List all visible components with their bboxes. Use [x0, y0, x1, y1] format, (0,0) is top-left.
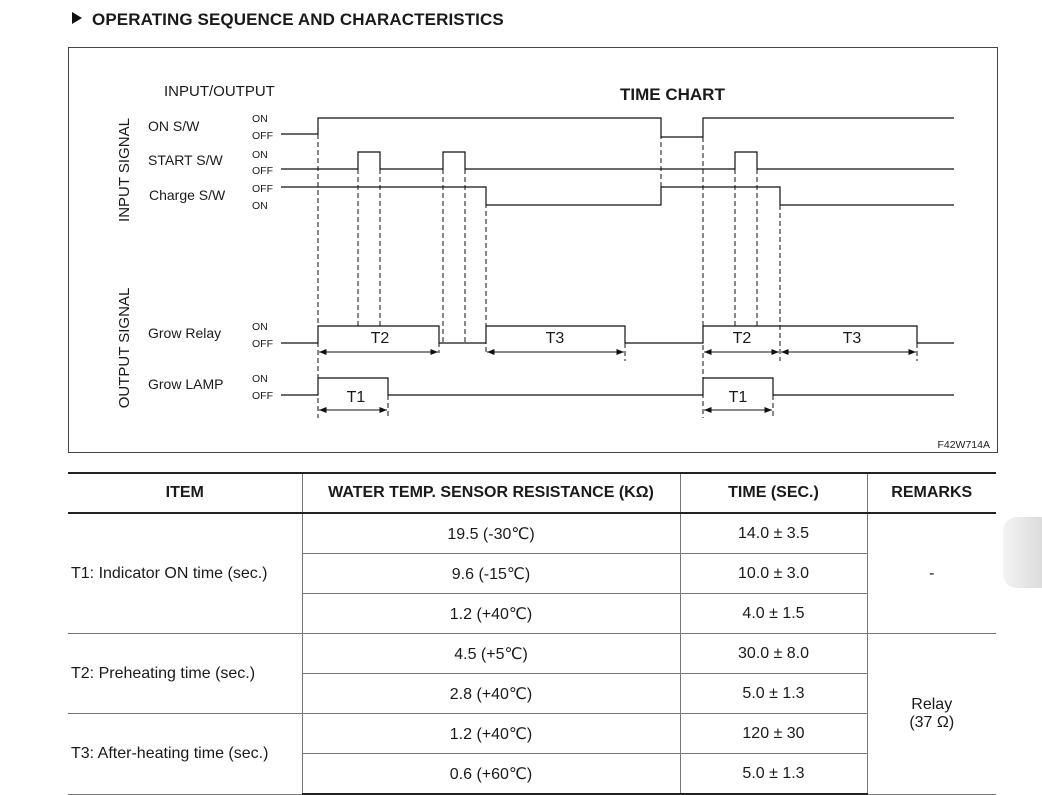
time-cell: 10.0 ± 3.0	[680, 554, 867, 594]
header-item: ITEM	[68, 473, 302, 513]
time-chart	[69, 48, 999, 454]
chart-title: TIME CHART	[620, 85, 725, 104]
resistance-cell: 0.6 (+60℃)	[302, 754, 680, 795]
level-upper-grow-relay: ON	[252, 321, 268, 333]
level-lower-on-sw: OFF	[252, 130, 273, 142]
signal-name-start-sw: START S/W	[148, 152, 223, 168]
waveform-charge-sw	[281, 187, 954, 205]
time-cell: 30.0 ± 8.0	[680, 634, 867, 674]
section-heading-text: OPERATING SEQUENCE AND CHARACTERISTICS	[92, 10, 504, 29]
level-lower-grow-lamp: OFF	[252, 390, 273, 402]
io-header: INPUT/OUTPUT	[164, 83, 275, 100]
header-time: TIME (SEC.)	[680, 473, 867, 513]
time-cell: 120 ± 30	[680, 714, 867, 754]
remarks-relay-line2: (37 Ω)	[909, 713, 955, 731]
characteristics-table	[68, 472, 996, 795]
table-header-row	[68, 473, 996, 513]
group-label-output: OUTPUT SIGNAL	[116, 287, 133, 409]
resistance-cell: 2.8 (+40℃)	[302, 674, 680, 714]
level-lower-start-sw: OFF	[252, 165, 273, 177]
page-tab-edge	[1003, 517, 1042, 588]
interval-label-t3-first: T3	[545, 330, 565, 347]
item-cell-t3: T3: After-heating time (sec.)	[68, 714, 302, 795]
table-row	[68, 714, 996, 754]
level-upper-charge-sw: OFF	[252, 183, 273, 195]
interval-label-t2-first: T2	[370, 330, 390, 347]
resistance-cell: 1.2 (+40℃)	[302, 594, 680, 634]
time-chart-panel	[68, 47, 998, 453]
remarks-cell-relay	[867, 634, 996, 795]
waveform-grow-lamp	[281, 378, 954, 395]
remarks-cell-t1: -	[867, 513, 996, 634]
interval-label-t1-second: T1	[728, 389, 748, 406]
time-cell: 4.0 ± 1.5	[680, 594, 867, 634]
resistance-cell: 4.5 (+5℃)	[302, 634, 680, 674]
interval-label-t3-second: T3	[842, 330, 862, 347]
level-lower-charge-sw: ON	[252, 200, 268, 212]
signal-name-grow-lamp: Grow LAMP	[148, 376, 224, 392]
figure-code: F42W714A	[937, 439, 990, 451]
resistance-cell: 19.5 (-30℃)	[302, 513, 680, 554]
table-row	[68, 513, 996, 554]
item-cell-t1: T1: Indicator ON time (sec.)	[68, 513, 302, 634]
section-heading	[72, 10, 504, 30]
resistance-cell: 1.2 (+40℃)	[302, 714, 680, 754]
table-row	[68, 634, 996, 674]
signal-name-grow-relay: Grow Relay	[148, 325, 222, 341]
level-upper-grow-lamp: ON	[252, 373, 268, 385]
header-resistance: WATER TEMP. SENSOR RESISTANCE (KΩ)	[302, 473, 680, 513]
level-lower-grow-relay: OFF	[252, 338, 273, 350]
timing-guides	[318, 118, 917, 418]
interval-label-t1-first: T1	[346, 389, 366, 406]
header-remarks: REMARKS	[867, 473, 996, 513]
group-label-input: INPUT SIGNAL	[116, 118, 133, 222]
time-cell: 5.0 ± 1.3	[680, 674, 867, 714]
level-upper-on-sw: ON	[252, 113, 268, 125]
waveform-on-sw	[281, 118, 954, 137]
resistance-cell: 9.6 (-15℃)	[302, 554, 680, 594]
time-cell: 14.0 ± 3.5	[680, 513, 867, 554]
interval-label-t2-second: T2	[732, 330, 752, 347]
level-upper-start-sw: ON	[252, 149, 268, 161]
signal-name-charge-sw: Charge S/W	[149, 187, 226, 203]
time-cell: 5.0 ± 1.3	[680, 754, 867, 795]
remarks-relay-line1: Relay	[911, 695, 953, 713]
item-cell-t2: T2: Preheating time (sec.)	[68, 634, 302, 714]
signal-name-on-sw: ON S/W	[148, 118, 200, 134]
triangle-bullet-icon	[72, 12, 82, 24]
waveform-start-sw	[281, 152, 954, 169]
